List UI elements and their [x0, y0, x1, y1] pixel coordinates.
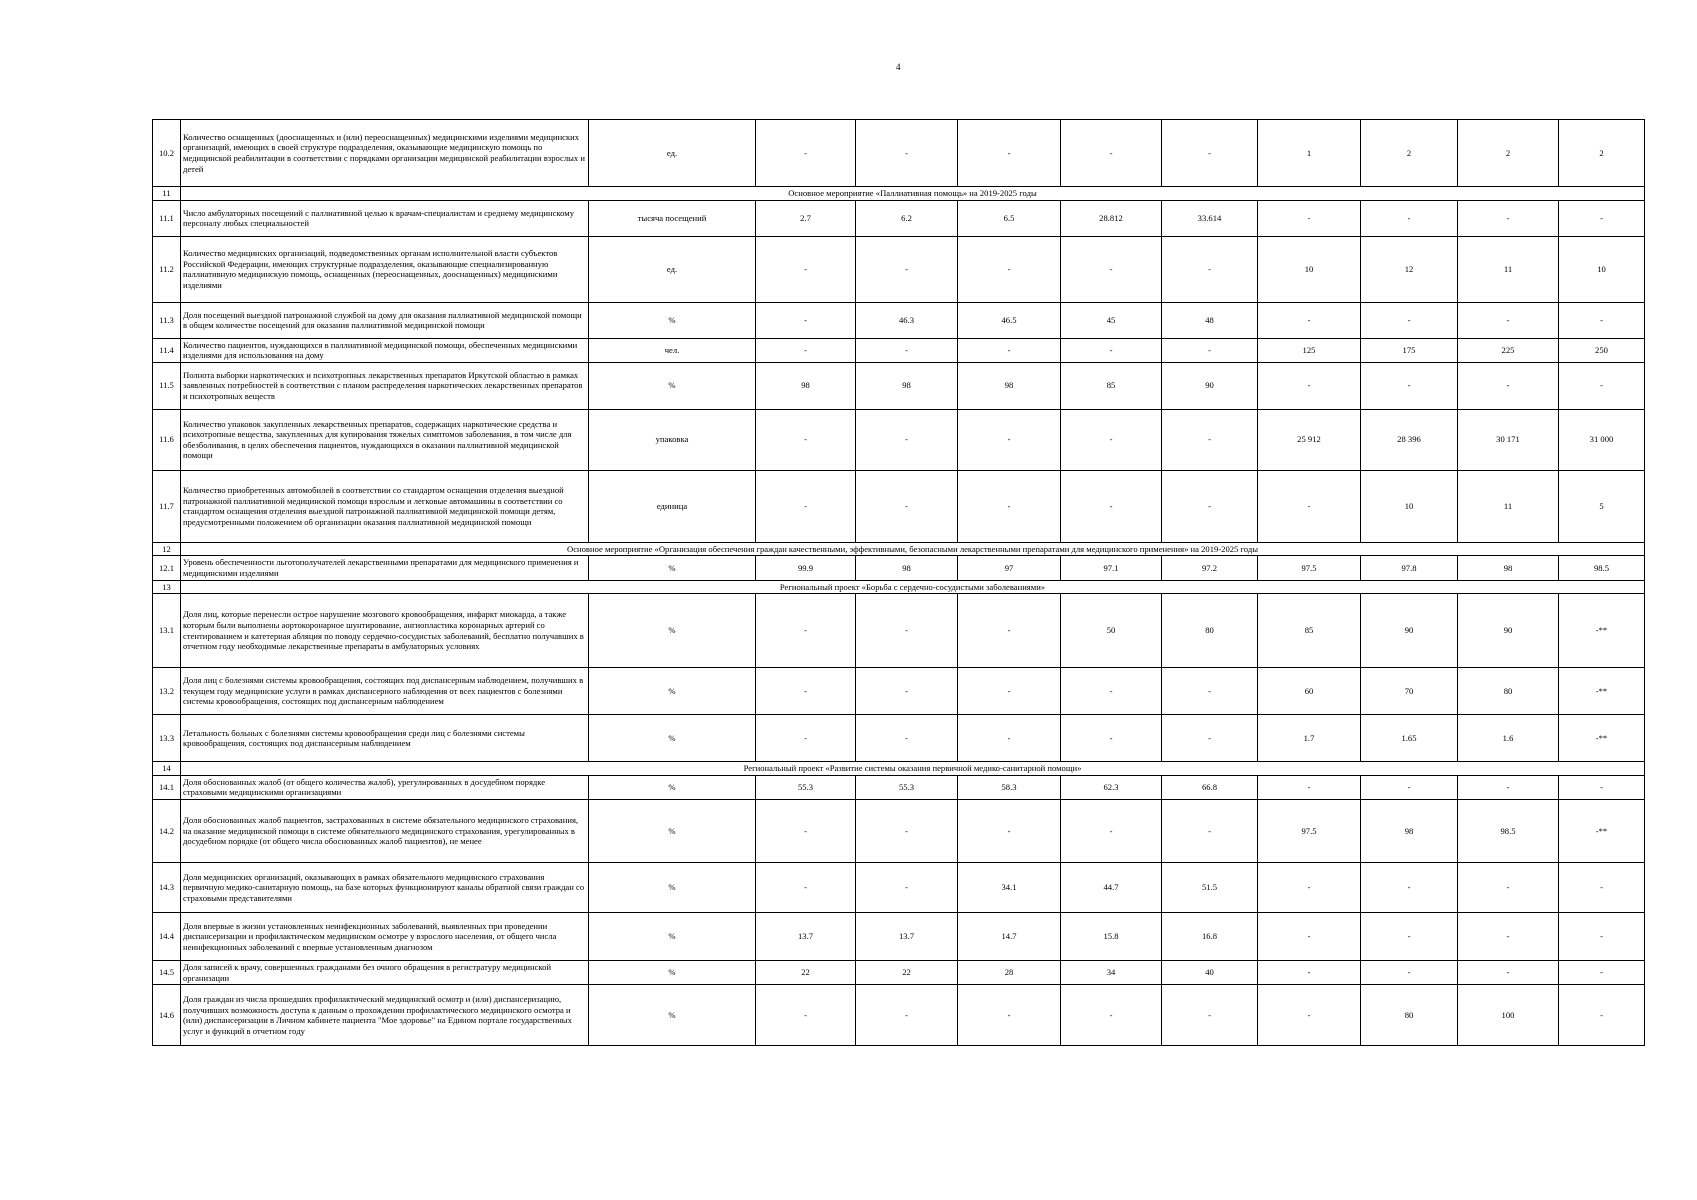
value-cell: -: [1361, 775, 1458, 799]
row-number: 14.2: [153, 799, 181, 862]
section-title: Региональный проект «Борьба с сердечно-сосудистыми заболеваниями»: [181, 580, 1645, 594]
value-cell: 34.1: [958, 862, 1061, 912]
value-cell: -: [1258, 470, 1361, 542]
value-cell: -: [1258, 960, 1361, 984]
value-cell: -: [1258, 200, 1361, 236]
indicator-name: Доля записей к врачу, совершенных гражданами без очного обращения в регистратуру медицинской организации: [181, 960, 589, 984]
indicator-name: Число амбулаторных посещений с паллиативной целью к врачам-специалистам и среднему медицинскому персоналу любых специальностей: [181, 200, 589, 236]
value-cell: -: [856, 409, 958, 470]
value-cell: 90: [1162, 362, 1258, 409]
value-cell: 97.1: [1061, 556, 1162, 580]
indicator-name: Доля лиц, которые перенесли острое нарушение мозгового кровообращения, инфаркт миокарда, а также которым были выполнены аортокоронарное шунтирование, ангиопластика коронарных артерий со стентированием и катетерная абляция по поводу сердечно-сосудистых заболеваний, бесплатно получавших в отчетном году необходимые лекарственные препараты в амбулаторных условиях: [181, 594, 589, 668]
value-cell: 30 171: [1458, 409, 1559, 470]
row-number: 14.1: [153, 775, 181, 799]
value-cell: -: [1258, 775, 1361, 799]
indicator-name: Доля посещений выездной патронажной службой на дому для оказания паллиативной медицинской помощи в общем количестве посещений для оказания паллиативной медицинской помощи: [181, 302, 589, 338]
section-row: [153, 580, 1645, 594]
value-cell: -: [1162, 120, 1258, 187]
value-cell: -: [1559, 862, 1645, 912]
row-number: 14.4: [153, 912, 181, 960]
value-cell: 1.65: [1361, 715, 1458, 762]
unit-cell: %: [589, 799, 756, 862]
value-cell: -: [1162, 338, 1258, 362]
value-cell: 22: [756, 960, 856, 984]
indicator-name: Полнота выборки наркотических и психотропных лекарственных препаратов Иркутской областью в рамках заявленных потребностей в соответствии с планом распределения наркотических лекарственных препаратов и психотропных веществ: [181, 362, 589, 409]
value-cell: -: [1559, 302, 1645, 338]
value-cell: 5: [1559, 470, 1645, 542]
value-cell: -: [1361, 862, 1458, 912]
value-cell: 175: [1361, 338, 1458, 362]
value-cell: -: [958, 985, 1061, 1046]
unit-cell: %: [589, 715, 756, 762]
value-cell: -: [1361, 960, 1458, 984]
value-cell: 1: [1258, 120, 1361, 187]
value-cell: -: [1458, 775, 1559, 799]
value-cell: 62.3: [1061, 775, 1162, 799]
value-cell: 70: [1361, 668, 1458, 715]
table-row: [153, 862, 1645, 912]
table-row: [153, 470, 1645, 542]
indicator-name: Количество медицинских организаций, подведомственных органам исполнительной власти субъектов Российской Федерации, имеющих структурные подразделения, оказывающие специализированную паллиативную медицинскую помощь, оснащенных (переоснащенных, дооснащенных) медицинскими изделиями: [181, 236, 589, 302]
value-cell: 97.5: [1258, 799, 1361, 862]
indicator-name: Количество пациентов, нуждающихся в паллиативной медицинской помощи, обеспеченных медицинскими изделиями для использования на дому: [181, 338, 589, 362]
indicators-table: [152, 119, 1645, 1046]
unit-cell: %: [589, 960, 756, 984]
section-title: Основное мероприятие «Организация обеспечения граждан качественными, эффективными, безопасными лекарственными препаратами для медицинского применения» на 2019-2025 годы: [181, 542, 1645, 556]
value-cell: -: [1162, 985, 1258, 1046]
value-cell: 6.2: [856, 200, 958, 236]
value-cell: -: [1458, 862, 1559, 912]
value-cell: 25 912: [1258, 409, 1361, 470]
value-cell: -: [756, 594, 856, 668]
value-cell: 66.8: [1162, 775, 1258, 799]
unit-cell: %: [589, 775, 756, 799]
value-cell: 2: [1559, 120, 1645, 187]
unit-cell: %: [589, 668, 756, 715]
value-cell: -: [1061, 985, 1162, 1046]
row-number: 11.1: [153, 200, 181, 236]
value-cell: -: [1361, 302, 1458, 338]
value-cell: -**: [1559, 594, 1645, 668]
row-number: 11.2: [153, 236, 181, 302]
value-cell: 10: [1559, 236, 1645, 302]
unit-cell: ед.: [589, 236, 756, 302]
table-row: [153, 338, 1645, 362]
table-row: [153, 302, 1645, 338]
unit-cell: упаковка: [589, 409, 756, 470]
value-cell: -: [1559, 200, 1645, 236]
value-cell: -: [958, 594, 1061, 668]
table-row: [153, 775, 1645, 799]
indicator-name: Доля обоснованных жалоб (от общего количества жалоб), урегулированных в досудебном порядке страховыми медицинскими организациями: [181, 775, 589, 799]
value-cell: -: [1061, 799, 1162, 862]
value-cell: -: [1458, 302, 1559, 338]
value-cell: 33.614: [1162, 200, 1258, 236]
table-body: [153, 120, 1645, 1046]
section-row: [153, 762, 1645, 776]
value-cell: 10: [1361, 470, 1458, 542]
page-number: 4: [896, 62, 901, 72]
row-number: 12.1: [153, 556, 181, 580]
table-row: [153, 594, 1645, 668]
row-number: 11.4: [153, 338, 181, 362]
unit-cell: %: [589, 862, 756, 912]
value-cell: 28.812: [1061, 200, 1162, 236]
unit-cell: тысяча посещений: [589, 200, 756, 236]
value-cell: 98.5: [1458, 799, 1559, 862]
table-row: [153, 985, 1645, 1046]
value-cell: -: [756, 668, 856, 715]
value-cell: 80: [1361, 985, 1458, 1046]
value-cell: 2.7: [756, 200, 856, 236]
value-cell: -: [756, 236, 856, 302]
value-cell: -: [958, 470, 1061, 542]
value-cell: -: [1361, 912, 1458, 960]
value-cell: 55.3: [856, 775, 958, 799]
row-number: 14.3: [153, 862, 181, 912]
value-cell: -: [1361, 200, 1458, 236]
table-row: [153, 236, 1645, 302]
table-row: [153, 120, 1645, 187]
value-cell: -: [856, 985, 958, 1046]
unit-cell: %: [589, 362, 756, 409]
value-cell: -: [1061, 715, 1162, 762]
value-cell: 45: [1061, 302, 1162, 338]
value-cell: -: [1162, 668, 1258, 715]
section-title: Основное мероприятие «Паллиативная помощь» на 2019-2025 годы: [181, 187, 1645, 201]
value-cell: 90: [1361, 594, 1458, 668]
value-cell: 55.3: [756, 775, 856, 799]
indicator-name: Количество оснащенных (дооснащенных и (или) переоснащенных) медицинскими изделиями медицинских организаций, имеющих в своей структуре подразделения, оказывающие медицинскую помощь по медицинской реабилитации в соответствии с порядками организации медицинской реабилитации взрослых и детей: [181, 120, 589, 187]
unit-cell: чел.: [589, 338, 756, 362]
value-cell: -: [1258, 362, 1361, 409]
value-cell: -**: [1559, 799, 1645, 862]
unit-cell: %: [589, 912, 756, 960]
unit-cell: ед.: [589, 120, 756, 187]
value-cell: -: [1162, 715, 1258, 762]
unit-cell: %: [589, 302, 756, 338]
row-number: 11.5: [153, 362, 181, 409]
value-cell: -: [958, 409, 1061, 470]
table-row: [153, 960, 1645, 984]
value-cell: 98.5: [1559, 556, 1645, 580]
value-cell: -: [958, 338, 1061, 362]
value-cell: 34: [1061, 960, 1162, 984]
value-cell: -: [1162, 799, 1258, 862]
section-row: [153, 542, 1645, 556]
value-cell: -: [856, 668, 958, 715]
value-cell: -: [1458, 912, 1559, 960]
value-cell: -**: [1559, 715, 1645, 762]
value-cell: 15.8: [1061, 912, 1162, 960]
value-cell: 1.7: [1258, 715, 1361, 762]
unit-cell: единица: [589, 470, 756, 542]
value-cell: 98: [1361, 799, 1458, 862]
value-cell: -: [1162, 470, 1258, 542]
value-cell: -: [1061, 470, 1162, 542]
value-cell: 2: [1458, 120, 1559, 187]
value-cell: -: [958, 799, 1061, 862]
row-number: 13.3: [153, 715, 181, 762]
value-cell: 125: [1258, 338, 1361, 362]
value-cell: -: [958, 715, 1061, 762]
value-cell: 225: [1458, 338, 1559, 362]
indicator-name: Доля граждан из числа прошедших профилактический медицинский осмотр и (или) диспансеризацию, получивших возможность доступа к данным о прохождении профилактического медицинского осмотра и (или) диспансеризации в Личном кабинете пациента "Мое здоровье" на Едином портале государственных услуг и функций в отчетном году: [181, 985, 589, 1046]
value-cell: 13.7: [856, 912, 958, 960]
value-cell: -: [1559, 362, 1645, 409]
value-cell: 98: [856, 362, 958, 409]
value-cell: -: [958, 236, 1061, 302]
value-cell: 10: [1258, 236, 1361, 302]
value-cell: 6.5: [958, 200, 1061, 236]
value-cell: -: [856, 594, 958, 668]
value-cell: -: [856, 799, 958, 862]
indicator-name: Количество упаковок закупленных лекарственных препаратов, содержащих наркотические средства и психотропные вещества, закупленных для купирования тяжелых симптомов заболевания, в том числе для обезболивания, в целях обеспечения пациентов, нуждающихся в оказании паллиативной медицинской помощи: [181, 409, 589, 470]
value-cell: -: [1458, 362, 1559, 409]
value-cell: -: [856, 862, 958, 912]
value-cell: -: [1061, 338, 1162, 362]
table-row: [153, 912, 1645, 960]
row-number: 13.2: [153, 668, 181, 715]
value-cell: -: [756, 862, 856, 912]
value-cell: 85: [1258, 594, 1361, 668]
row-number: 14: [153, 762, 181, 776]
row-number: 11.6: [153, 409, 181, 470]
value-cell: 46.5: [958, 302, 1061, 338]
value-cell: 80: [1458, 668, 1559, 715]
value-cell: 97.2: [1162, 556, 1258, 580]
value-cell: -: [1361, 362, 1458, 409]
table-row: [153, 668, 1645, 715]
table-row: [153, 556, 1645, 580]
row-number: 11: [153, 187, 181, 201]
value-cell: 85: [1061, 362, 1162, 409]
value-cell: 97: [958, 556, 1061, 580]
value-cell: -: [1559, 985, 1645, 1046]
value-cell: 16.8: [1162, 912, 1258, 960]
unit-cell: %: [589, 556, 756, 580]
section-row: [153, 187, 1645, 201]
value-cell: 80: [1162, 594, 1258, 668]
indicator-name: Количество приобретенных автомобилей в соответствии со стандартом оснащения отделения выездной патронажной паллиативной медицинской помощи взрослым и легковые автомашины в соответствии со стандартом оснащения отделения выездной патронажной паллиативной медицинской помощи детям, предусмотренными положением об организации оказания паллиативной медицинской помощи: [181, 470, 589, 542]
value-cell: -: [756, 985, 856, 1046]
value-cell: -: [756, 799, 856, 862]
value-cell: 13.7: [756, 912, 856, 960]
value-cell: -: [1061, 409, 1162, 470]
value-cell: -: [1458, 200, 1559, 236]
indicator-name: Доля медицинских организаций, оказывающих в рамках обязательного медицинского страхования первичную медико-санитарную помощь, на базе которых функционируют каналы обратной связи граждан со страховыми представителями: [181, 862, 589, 912]
value-cell: -: [856, 470, 958, 542]
value-cell: 14.7: [958, 912, 1061, 960]
value-cell: -: [1258, 302, 1361, 338]
value-cell: -: [756, 409, 856, 470]
value-cell: 2: [1361, 120, 1458, 187]
value-cell: -: [1162, 236, 1258, 302]
table-row: [153, 715, 1645, 762]
indicator-name: Доля впервые в жизни установленных неинфекционных заболеваний, выявленных при проведении диспансеризации и профилактическом медицинском осмотре у взрослого населения, от общего числа неинфекционных заболеваний с впервые установленным диагнозом: [181, 912, 589, 960]
value-cell: 11: [1458, 236, 1559, 302]
value-cell: -: [756, 715, 856, 762]
value-cell: -: [958, 120, 1061, 187]
value-cell: 58.3: [958, 775, 1061, 799]
value-cell: -: [1258, 985, 1361, 1046]
value-cell: 11: [1458, 470, 1559, 542]
value-cell: -: [1061, 120, 1162, 187]
value-cell: 51.5: [1162, 862, 1258, 912]
indicator-name: Доля обоснованных жалоб пациентов, застрахованных в системе обязательного медицинского страхования, на оказание медицинской помощи в системе обязательного медицинского страхования, урегулированных в досудебном порядке (от общего числа обоснованных жалоб пациентов), не менее: [181, 799, 589, 862]
value-cell: -: [756, 470, 856, 542]
unit-cell: %: [589, 985, 756, 1046]
value-cell: 100: [1458, 985, 1559, 1046]
value-cell: -: [856, 715, 958, 762]
row-number: 13.1: [153, 594, 181, 668]
value-cell: -: [756, 338, 856, 362]
value-cell: 44.7: [1061, 862, 1162, 912]
section-title: Региональный проект «Развитие системы оказания первичной медико-санитарной помощи»: [181, 762, 1645, 776]
value-cell: 98: [856, 556, 958, 580]
value-cell: -: [756, 302, 856, 338]
value-cell: 98: [958, 362, 1061, 409]
value-cell: -: [1559, 960, 1645, 984]
table-row: [153, 799, 1645, 862]
table-row: [153, 409, 1645, 470]
table-row: [153, 362, 1645, 409]
value-cell: -**: [1559, 668, 1645, 715]
value-cell: 28: [958, 960, 1061, 984]
indicator-name: Доля лиц с болезнями системы кровообращения, состоящих под диспансерным наблюдением, получивших в текущем году медицинские услуги в рамках диспансерного наблюдения от всех пациентов с болезнями системы кровообращения, состоящих под диспансерным наблюдением: [181, 668, 589, 715]
row-number: 10.2: [153, 120, 181, 187]
value-cell: -: [856, 338, 958, 362]
value-cell: 97.5: [1258, 556, 1361, 580]
row-number: 12: [153, 542, 181, 556]
row-number: 14.5: [153, 960, 181, 984]
value-cell: 40: [1162, 960, 1258, 984]
value-cell: -: [856, 120, 958, 187]
value-cell: 31 000: [1559, 409, 1645, 470]
value-cell: -: [1258, 862, 1361, 912]
value-cell: 60: [1258, 668, 1361, 715]
unit-cell: %: [589, 594, 756, 668]
indicator-name: Летальность больных с болезнями системы кровообращения среди лиц с болезнями системы кровообращения, состоящих под диспансерным наблюдением: [181, 715, 589, 762]
value-cell: -: [856, 236, 958, 302]
value-cell: 50: [1061, 594, 1162, 668]
table-row: [153, 200, 1645, 236]
value-cell: -: [1162, 409, 1258, 470]
value-cell: 22: [856, 960, 958, 984]
row-number: 11.3: [153, 302, 181, 338]
value-cell: 46.3: [856, 302, 958, 338]
row-number: 13: [153, 580, 181, 594]
value-cell: 12: [1361, 236, 1458, 302]
indicator-name: Уровень обеспеченности льготополучателей лекарственными препаратами для медицинского применения и медицинскими изделиями: [181, 556, 589, 580]
value-cell: -: [1258, 912, 1361, 960]
value-cell: 97.8: [1361, 556, 1458, 580]
value-cell: 98: [756, 362, 856, 409]
value-cell: -: [1061, 236, 1162, 302]
value-cell: 90: [1458, 594, 1559, 668]
value-cell: -: [1061, 668, 1162, 715]
value-cell: -: [958, 668, 1061, 715]
value-cell: 250: [1559, 338, 1645, 362]
row-number: 11.7: [153, 470, 181, 542]
value-cell: -: [1559, 775, 1645, 799]
value-cell: 98: [1458, 556, 1559, 580]
value-cell: -: [756, 120, 856, 187]
row-number: 14.6: [153, 985, 181, 1046]
value-cell: -: [1458, 960, 1559, 984]
value-cell: 1.6: [1458, 715, 1559, 762]
value-cell: 48: [1162, 302, 1258, 338]
value-cell: -: [1559, 912, 1645, 960]
value-cell: 99.9: [756, 556, 856, 580]
value-cell: 28 396: [1361, 409, 1458, 470]
